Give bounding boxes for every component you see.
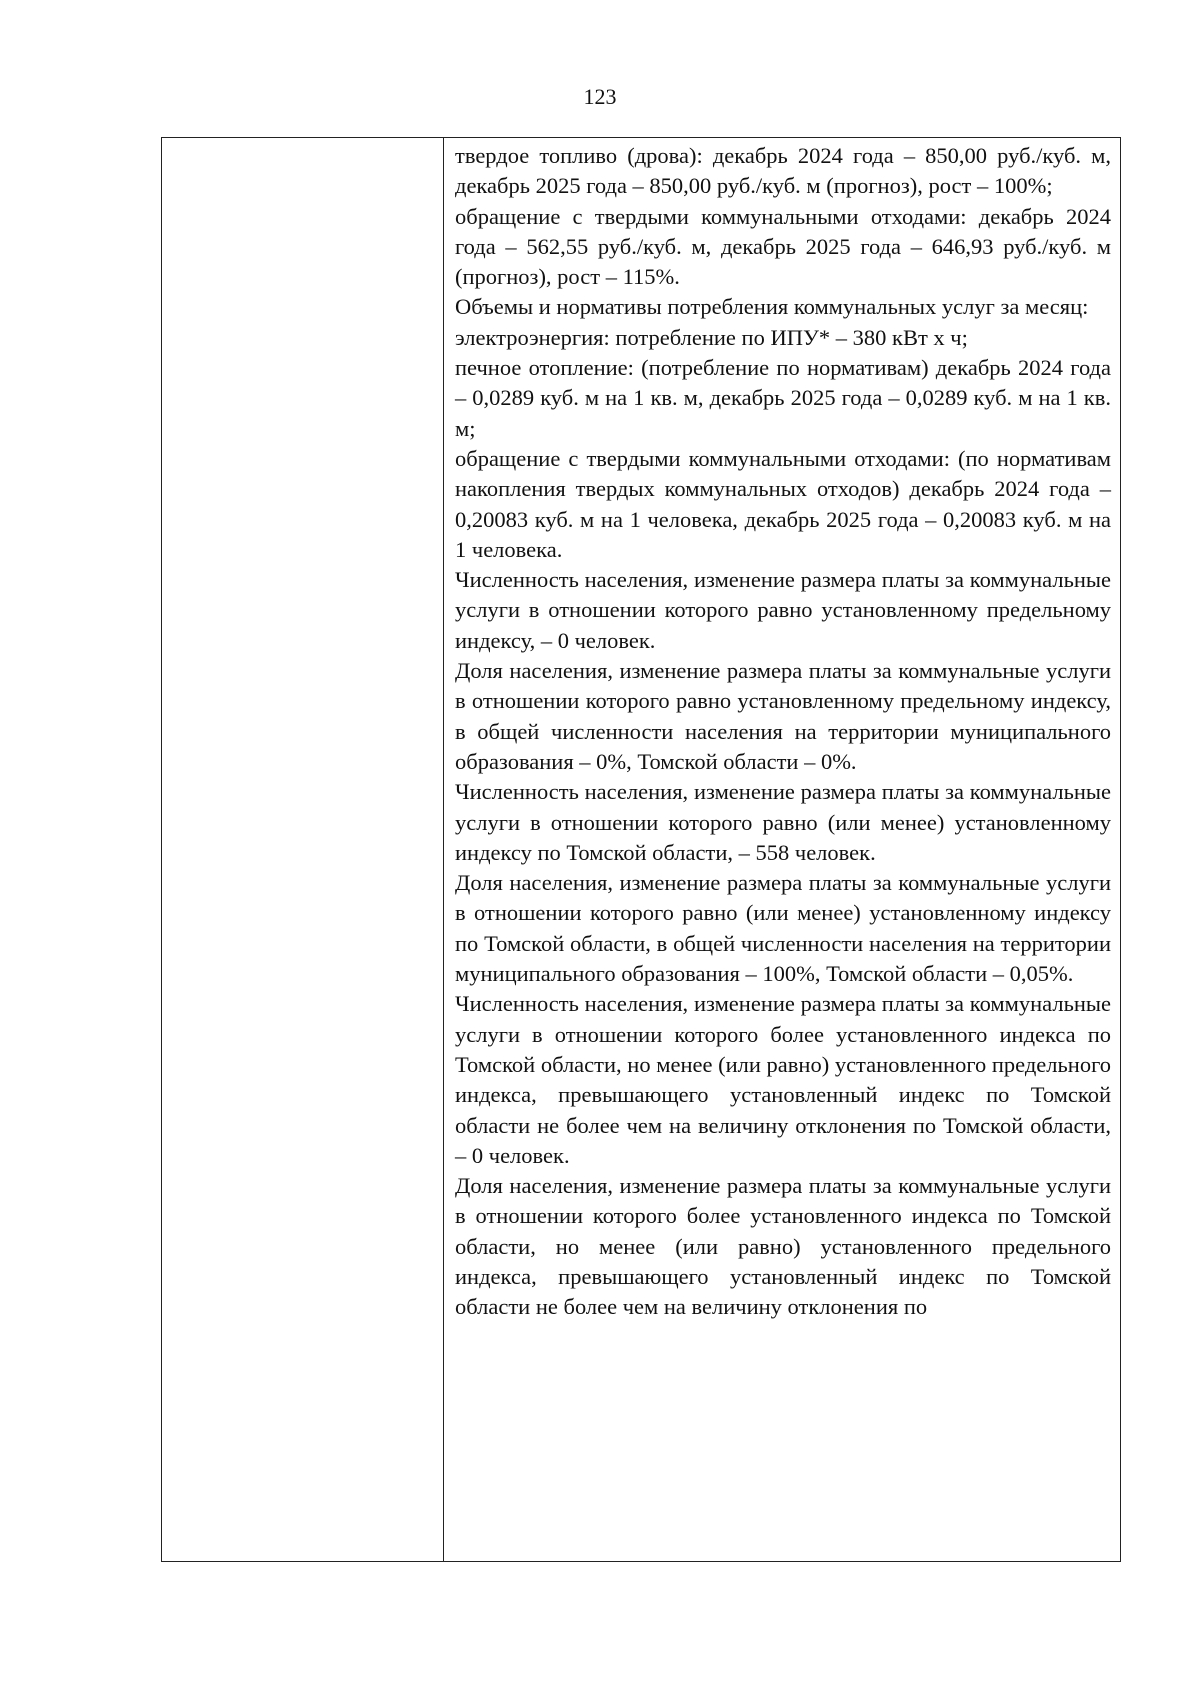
table-right-cell <box>444 138 1120 1561</box>
paragraph-population-index-count: Численность населения, изменение размера платы за коммунальные услуги в отношении которого равно (или менее) установленному индексу по Томской области, – 558 человек. <box>455 779 1111 865</box>
paragraph-population-limit-share: Доля населения, изменение размера платы за коммунальные услуги в отношении которого равно установленному предельному индексу, в общей численности населения на территории муниципального образования – 0%, Томской области – 0%. <box>455 658 1111 774</box>
table-left-cell <box>162 138 444 1561</box>
paragraph-waste-norms: обращение с твердыми коммунальными отходами: (по нормативам накопления твердых коммунальных отходов) декабрь 2024 года – 0,20083 куб. м на 1 человека, декабрь 2025 года – 0,20083 куб. м на 1 человека. <box>455 445 1111 562</box>
paragraph-volumes-heading: Объемы и нормативы потребления коммунальных услуг за месяц: <box>455 294 1089 320</box>
paragraph-population-index-share: Доля населения, изменение размера платы за коммунальные услуги в отношении которого равно (или менее) установленному индексу по Томской области, в общей численности населения на территории муниципального образования – 100%, Томской области – 0,05%. <box>455 870 1111 987</box>
paragraph-population-deviation-count: Численность населения, изменение размера платы за коммунальные услуги в отношении которого более установленного индекса по Томской области, но менее (или равно) установленного предельного индекса, превышающего установленный индекс по Томской области не более чем на величину отклонения по Томской области, – 0 человек. <box>455 991 1111 1168</box>
page-number: 123 <box>583 84 617 109</box>
paragraph-stove-heating: печное отопление: (потребление по нормативам) декабрь 2024 года – 0,0289 куб. м на 1 кв. м, декабрь 2025 года – 0,0289 куб. м на 1 кв. м; <box>455 355 1111 441</box>
paragraph-population-limit-count: Численность населения, изменение размера платы за коммунальные услуги в отношении которого равно установленному предельному индексу, – 0 человек. <box>455 567 1111 653</box>
paragraph-population-deviation-share: Доля населения, изменение размера платы за коммунальные услуги в отношении которого более установленного индекса по Томской области, но менее (или равно) установленного предельного индекса, превышающего установленный индекс по Томской области не более чем на величину отклонения по <box>455 1173 1111 1320</box>
document-table <box>161 137 1121 1562</box>
paragraph-electricity: электроэнергия: потребление по ИПУ* – 380 кВт х ч; <box>455 324 968 350</box>
paragraph-waste-tariff: обращение с твердыми коммунальными отходами: декабрь 2024 года – 562,55 руб./куб. м, декабрь 2025 года – 646,93 руб./куб. м (прогноз), рост – 115%. <box>455 203 1111 290</box>
paragraph-solid-fuel: твердое топливо (дрова): декабрь 2024 года – 850,00 руб./куб. м, декабрь 2025 года – 850,00 руб./куб. м (прогноз), рост – 100%; <box>455 143 1111 199</box>
